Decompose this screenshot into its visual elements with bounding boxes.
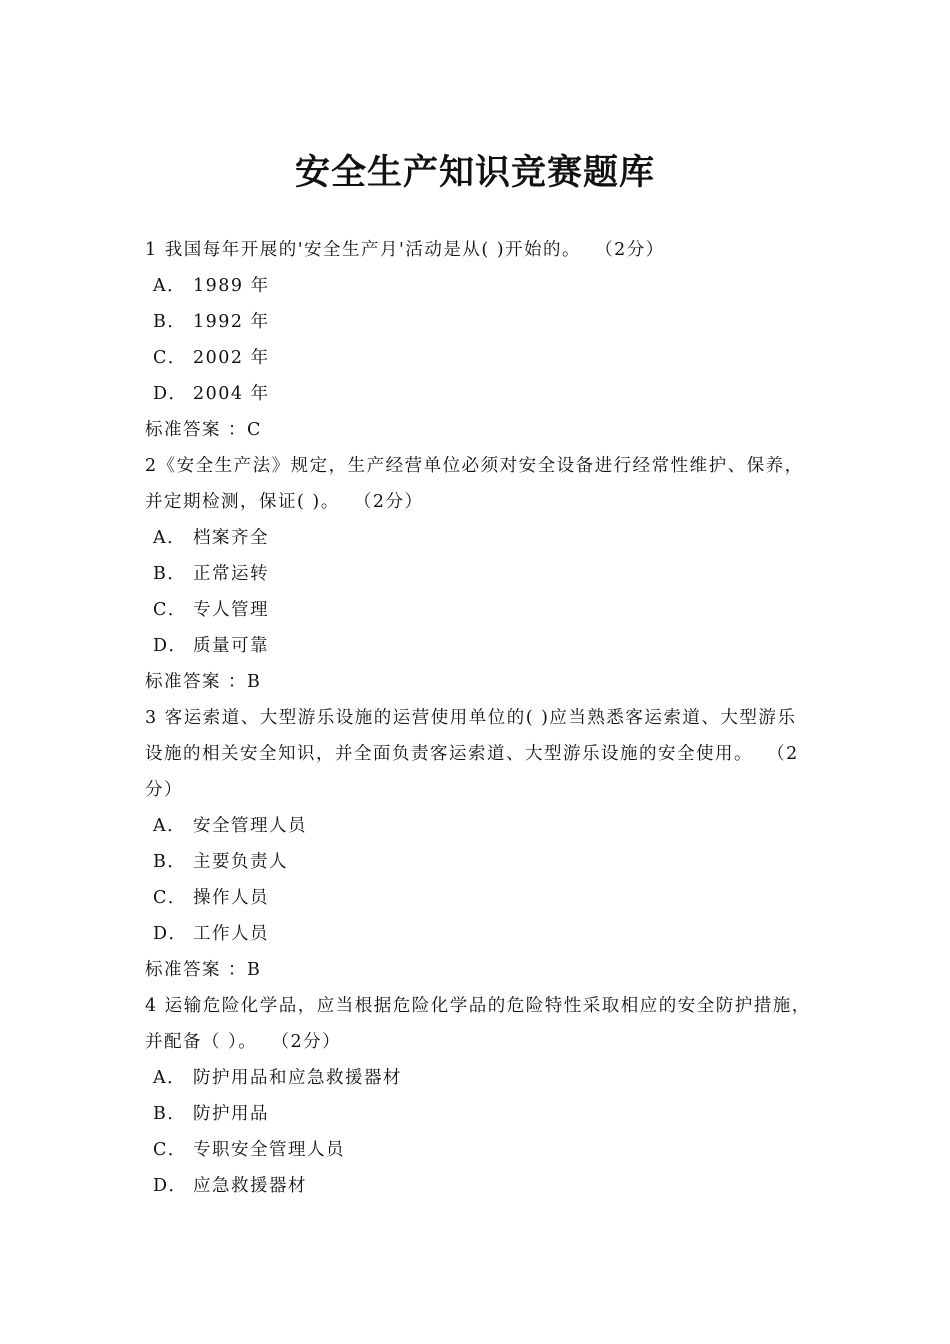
option-label: D． (153, 636, 188, 656)
question-text: 1 我国每年开展的'安全生产月'活动是从( )开始的。 （2分） (145, 240, 665, 260)
option-text: 质量可靠 (193, 636, 269, 656)
option-a (145, 808, 825, 844)
option-label: D． (153, 1176, 188, 1196)
option-text: 应急救援器材 (193, 1176, 307, 1196)
option-label: D． (153, 924, 188, 944)
option-c (145, 592, 825, 628)
option-b (145, 556, 825, 592)
question-block (145, 232, 825, 448)
option-c (145, 340, 825, 376)
option-text: 专职安全管理人员 (193, 1140, 345, 1160)
option-d (145, 628, 825, 664)
question-text: 3 客运索道、大型游乐设施的运营使用单位的( )应当熟悉客运索道、大型游乐 (145, 708, 797, 728)
option-text: 专人管理 (193, 600, 269, 620)
option-c (145, 1132, 825, 1168)
question-list (145, 232, 825, 1204)
option-label: D． (153, 384, 188, 404)
option-b (145, 304, 825, 340)
option-label: A． (153, 816, 187, 836)
option-c (145, 880, 825, 916)
option-text: 工作人员 (193, 924, 269, 944)
option-label: B． (153, 564, 187, 584)
option-text: 1989 年 (193, 276, 270, 296)
option-d (145, 376, 825, 412)
standard-answer: 标准答案 ：B (145, 672, 262, 692)
option-label: A． (153, 528, 187, 548)
option-text: 1992 年 (193, 312, 270, 332)
question-text: 并配备（ ）。 （2分） (145, 1032, 342, 1052)
option-label: A． (153, 1068, 187, 1088)
standard-answer: 标准答案 ：C (145, 420, 262, 440)
option-label: B． (153, 852, 187, 872)
option-a (145, 520, 825, 556)
option-text: 安全管理人员 (193, 816, 307, 836)
option-text: 操作人员 (193, 888, 269, 908)
option-text: 2002 年 (193, 348, 270, 368)
question-text: 并定期检测，保证( )。 （2分） (145, 492, 424, 512)
question-text: 分） (145, 780, 183, 800)
option-label: B． (153, 312, 187, 332)
document-title: 安全生产知识竞赛题库 (294, 152, 655, 193)
option-text: 防护用品和应急救援器材 (193, 1068, 402, 1088)
option-label: C． (153, 888, 187, 908)
option-text: 主要负责人 (193, 852, 288, 872)
option-label: C． (153, 348, 187, 368)
option-d (145, 1168, 825, 1204)
option-label: C． (153, 1140, 187, 1160)
option-d (145, 916, 825, 952)
question-text: 2《安全生产法》规定，生产经营单位必须对安全设备进行经常性维护、保养， (145, 456, 804, 476)
option-text: 防护用品 (193, 1104, 269, 1124)
option-b (145, 844, 825, 880)
option-label: B． (153, 1104, 187, 1124)
question-text: 设施的相关安全知识，并全面负责客运索道、大型游乐设施的安全使用。 （2 (145, 744, 799, 764)
option-a (145, 268, 825, 304)
option-text: 2004 年 (193, 384, 270, 404)
option-label: A． (153, 276, 187, 296)
option-a (145, 1060, 825, 1096)
option-label: C． (153, 600, 187, 620)
question-block (145, 448, 825, 700)
question-text: 4 运输危险化学品，应当根据危险化学品的危险特性采取相应的安全防护措施， (145, 996, 811, 1016)
option-b (145, 1096, 825, 1132)
option-text: 档案齐全 (193, 528, 269, 548)
question-block (145, 988, 825, 1204)
question-block (145, 700, 825, 988)
option-text: 正常运转 (193, 564, 269, 584)
standard-answer: 标准答案 ：B (145, 960, 262, 980)
